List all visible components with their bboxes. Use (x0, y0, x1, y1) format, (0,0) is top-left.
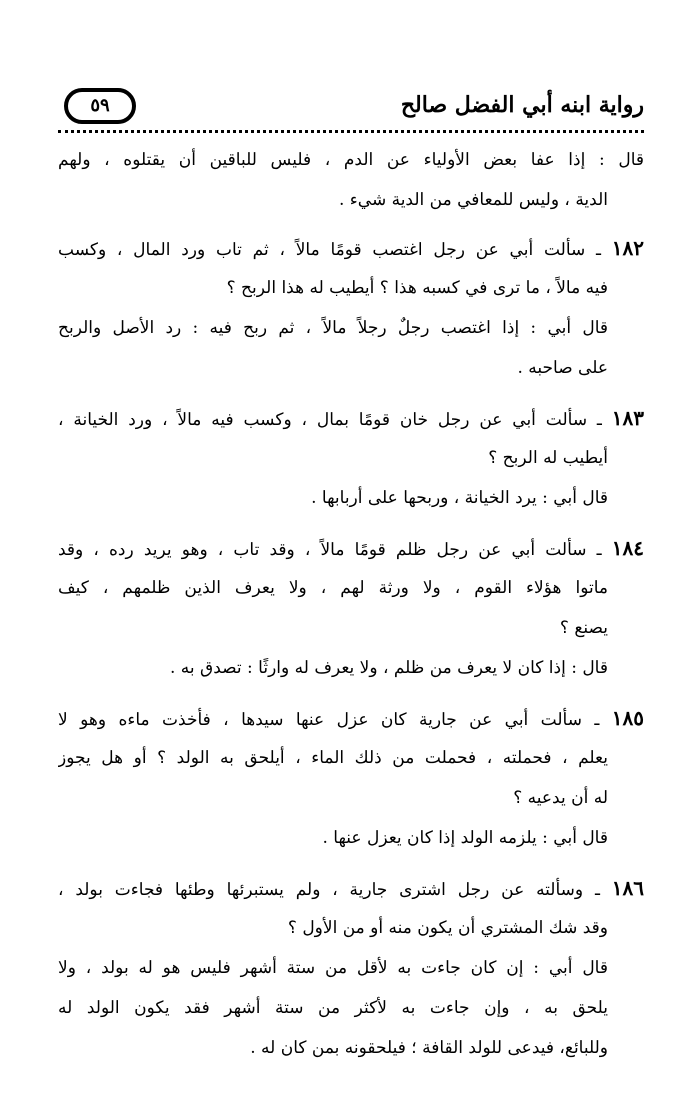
text-line: قال : إذا عفا بعض الأولياء عن الدم ، فليس للباقين أن يقتلوه ، ولهم (58, 150, 644, 170)
entry-number: ١٨٣ (611, 406, 644, 430)
entry-184 (58, 528, 644, 688)
entry-182 (58, 228, 644, 388)
question-line: أيطيب له الربح ؟ (488, 448, 608, 468)
page-header (58, 88, 644, 132)
entry-183 (58, 398, 644, 518)
question-line: يعلم ، فحملته ، فحملت من ذلك الماء ، أيلحق به الولد ؟ أو هل يجوز (58, 748, 608, 768)
answer-line: على صاحبه . (517, 358, 608, 378)
answer-line: قال أبي : إذا اغتصب رجلٌ رجلاً مالاً ، ثم ربح فيه : رد الأصل والربح (58, 318, 608, 338)
entry-number: ١٨٥ (611, 706, 644, 730)
answer-line: وللبائع، فيدعى للولد القافة ؛ فيلحقونه بمن كان له . (250, 1038, 608, 1058)
question-line: ١٨٣ ـ سألت أبي عن رجل خان قومًا بمال ، وكسب فيه مالاً ، ورد الخيانة ، (58, 406, 644, 430)
question-line: يصنع ؟ (559, 618, 608, 638)
question-line: ماتوا هؤلاء القوم ، ولا ورثة لهم ، ولا يعرف الذين ظلمهم ، كيف (58, 578, 608, 598)
question-line: ١٨٦ ـ وسألته عن رجل اشترى جارية ، ولم يستبرئها وطئها فجاءت بولد ، (58, 876, 644, 900)
answer-line: قال أبي : يرد الخيانة ، وربحها على أربابها . (311, 488, 608, 508)
question-line: وقد شك المشتري أن يكون منه أو من الأول ؟ (287, 918, 608, 938)
answer-line: قال : إذا كان لا يعرف من ظلم ، ولا يعرف له وارثًا : تصدق به . (169, 658, 608, 678)
entry-number: ١٨٦ (611, 876, 644, 900)
page-number-badge: ٥٩ (64, 88, 136, 124)
running-title: رواية ابنه أبي الفضل صالح (400, 92, 644, 118)
entry-number: ١٨٢ (611, 236, 644, 260)
intro-paragraph (58, 140, 644, 220)
question-line: ١٨٥ ـ سألت أبي عن جارية كان عزل عنها سيدها ، فأخذت ماءه وهو لا (58, 706, 644, 730)
answer-line: قال أبي : إن كان جاءت به لأقل من ستة أشهر فليس هو له بولد ، ولا (58, 958, 608, 978)
answer-line: قال أبي : يلزمه الولد إذا كان يعزل عنها . (322, 828, 608, 848)
question-line: له أن يدعيه ؟ (513, 788, 608, 808)
question-line: ١٨٤ ـ سألت أبي عن رجل ظلم قومًا مالاً ، وقد تاب ، وهو يريد رده ، وقد (58, 536, 644, 560)
header-divider (58, 130, 644, 133)
entry-186 (58, 868, 644, 1068)
question-line: فيه مالاً ، ما ترى في كسبه هذا ؟ أيطيب له هذا الربح ؟ (226, 278, 608, 298)
page-body (58, 140, 644, 1068)
text-line: الدية ، وليس للمعافي من الدية شيء . (338, 190, 608, 210)
answer-line: يلحق به ، وإن جاءت به لأكثر من ستة أشهر فقد يكون الولد له (58, 998, 608, 1018)
entry-185 (58, 698, 644, 858)
question-line: ١٨٢ ـ سألت أبي عن رجل اغتصب قومًا مالاً ، ثم تاب ورد المال ، وكسب (58, 236, 644, 260)
entry-number: ١٨٤ (611, 536, 644, 560)
